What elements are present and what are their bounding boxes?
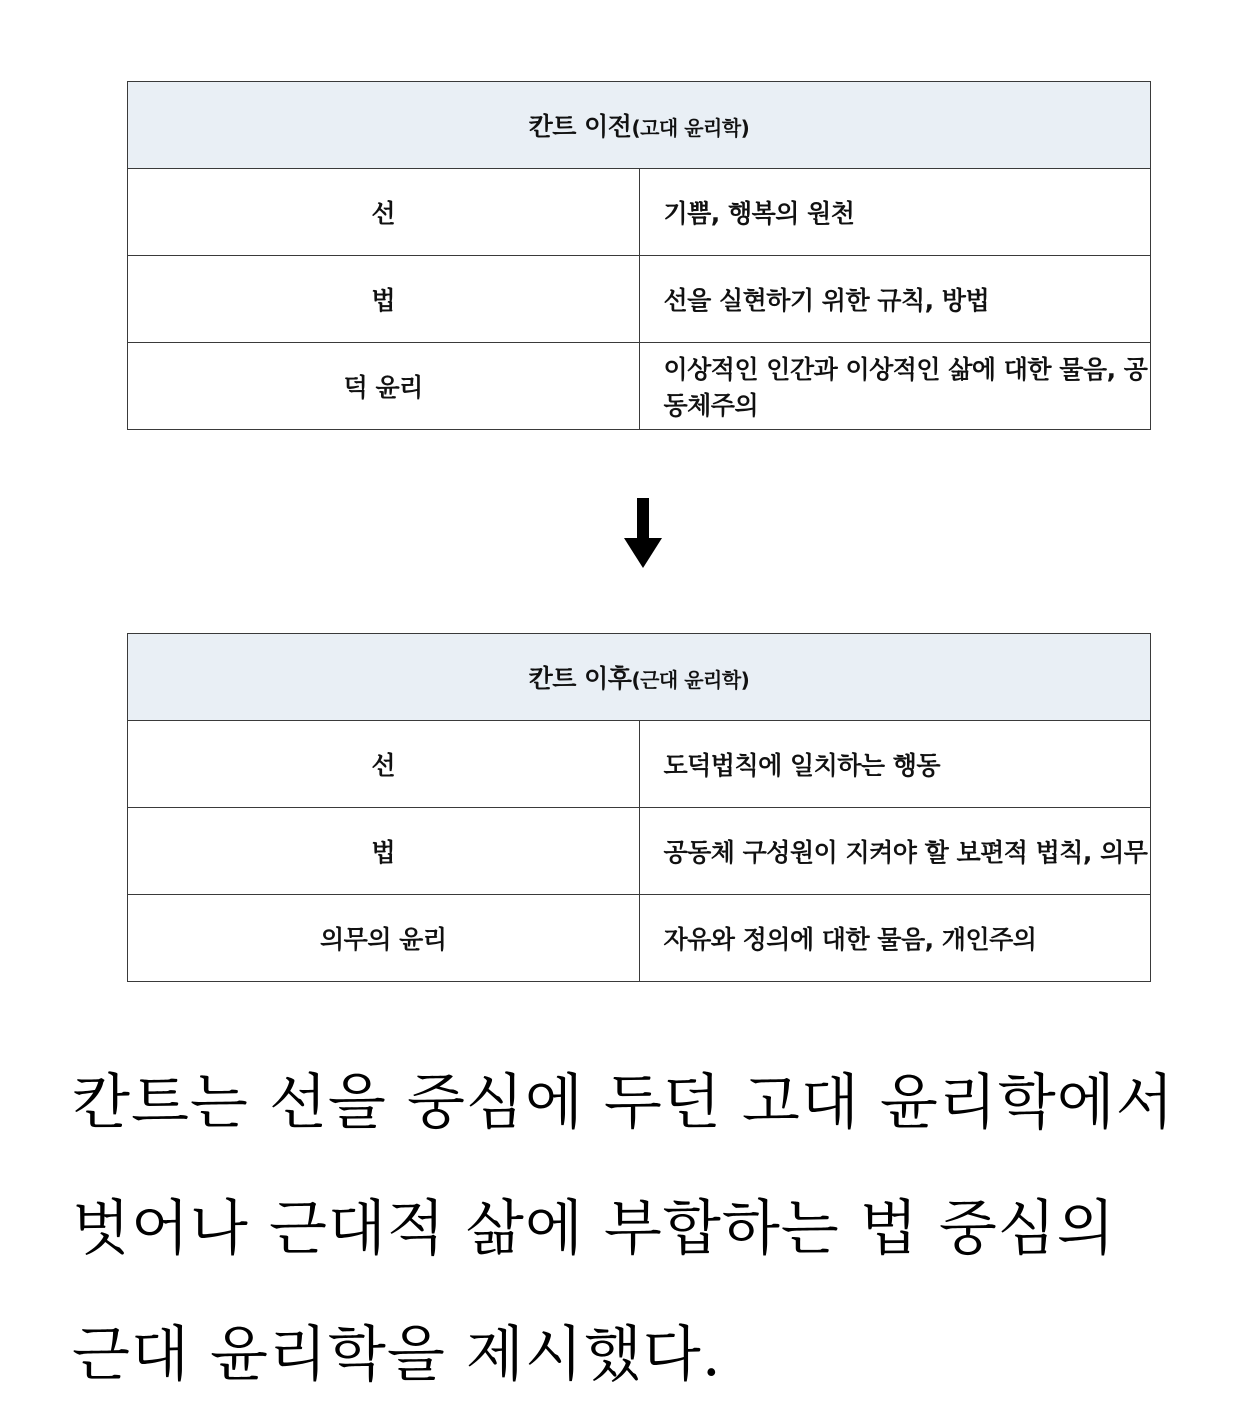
table-row (128, 895, 1151, 982)
row-key: 선 (128, 721, 640, 808)
row-key: 덕 윤리 (128, 343, 640, 430)
row-value: 선을 실현하기 위한 규칙, 방법 (639, 256, 1151, 343)
table-row (128, 256, 1151, 343)
row-value: 자유와 정의에 대한 물음, 개인주의 (639, 895, 1151, 982)
row-key: 선 (128, 169, 640, 256)
table-row (128, 808, 1151, 895)
handwritten-summary: 칸트는 선을 중심에 두던 고대 윤리학에서 벗어나 근대적 삶에 부합하는 법 중심의 근대 윤리학을 제시했다. (72, 1068, 1175, 1390)
row-value: 기쁨, 행복의 원천 (639, 169, 1151, 256)
row-value: 이상적인 인간과 이상적인 삶에 대한 물음, 공동체주의 (639, 343, 1151, 430)
table-after-kant (127, 633, 1151, 982)
table-before-kant (127, 81, 1151, 430)
row-key: 법 (128, 808, 640, 895)
table-row (128, 343, 1151, 430)
arrow-down-icon (622, 498, 664, 570)
table-row (128, 721, 1151, 808)
table-title: 칸트 이전(고대 윤리학) (128, 82, 1151, 169)
row-key: 의무의 윤리 (128, 895, 640, 982)
table-header-row (128, 634, 1151, 721)
row-value: 도덕법칙에 일치하는 행동 (639, 721, 1151, 808)
table-row (128, 169, 1151, 256)
row-value: 공동체 구성원이 지켜야 할 보편적 법칙, 의무 (639, 808, 1151, 895)
row-key: 법 (128, 256, 640, 343)
table-title: 칸트 이후(근대 윤리학) (128, 634, 1151, 721)
table-header-row (128, 82, 1151, 169)
